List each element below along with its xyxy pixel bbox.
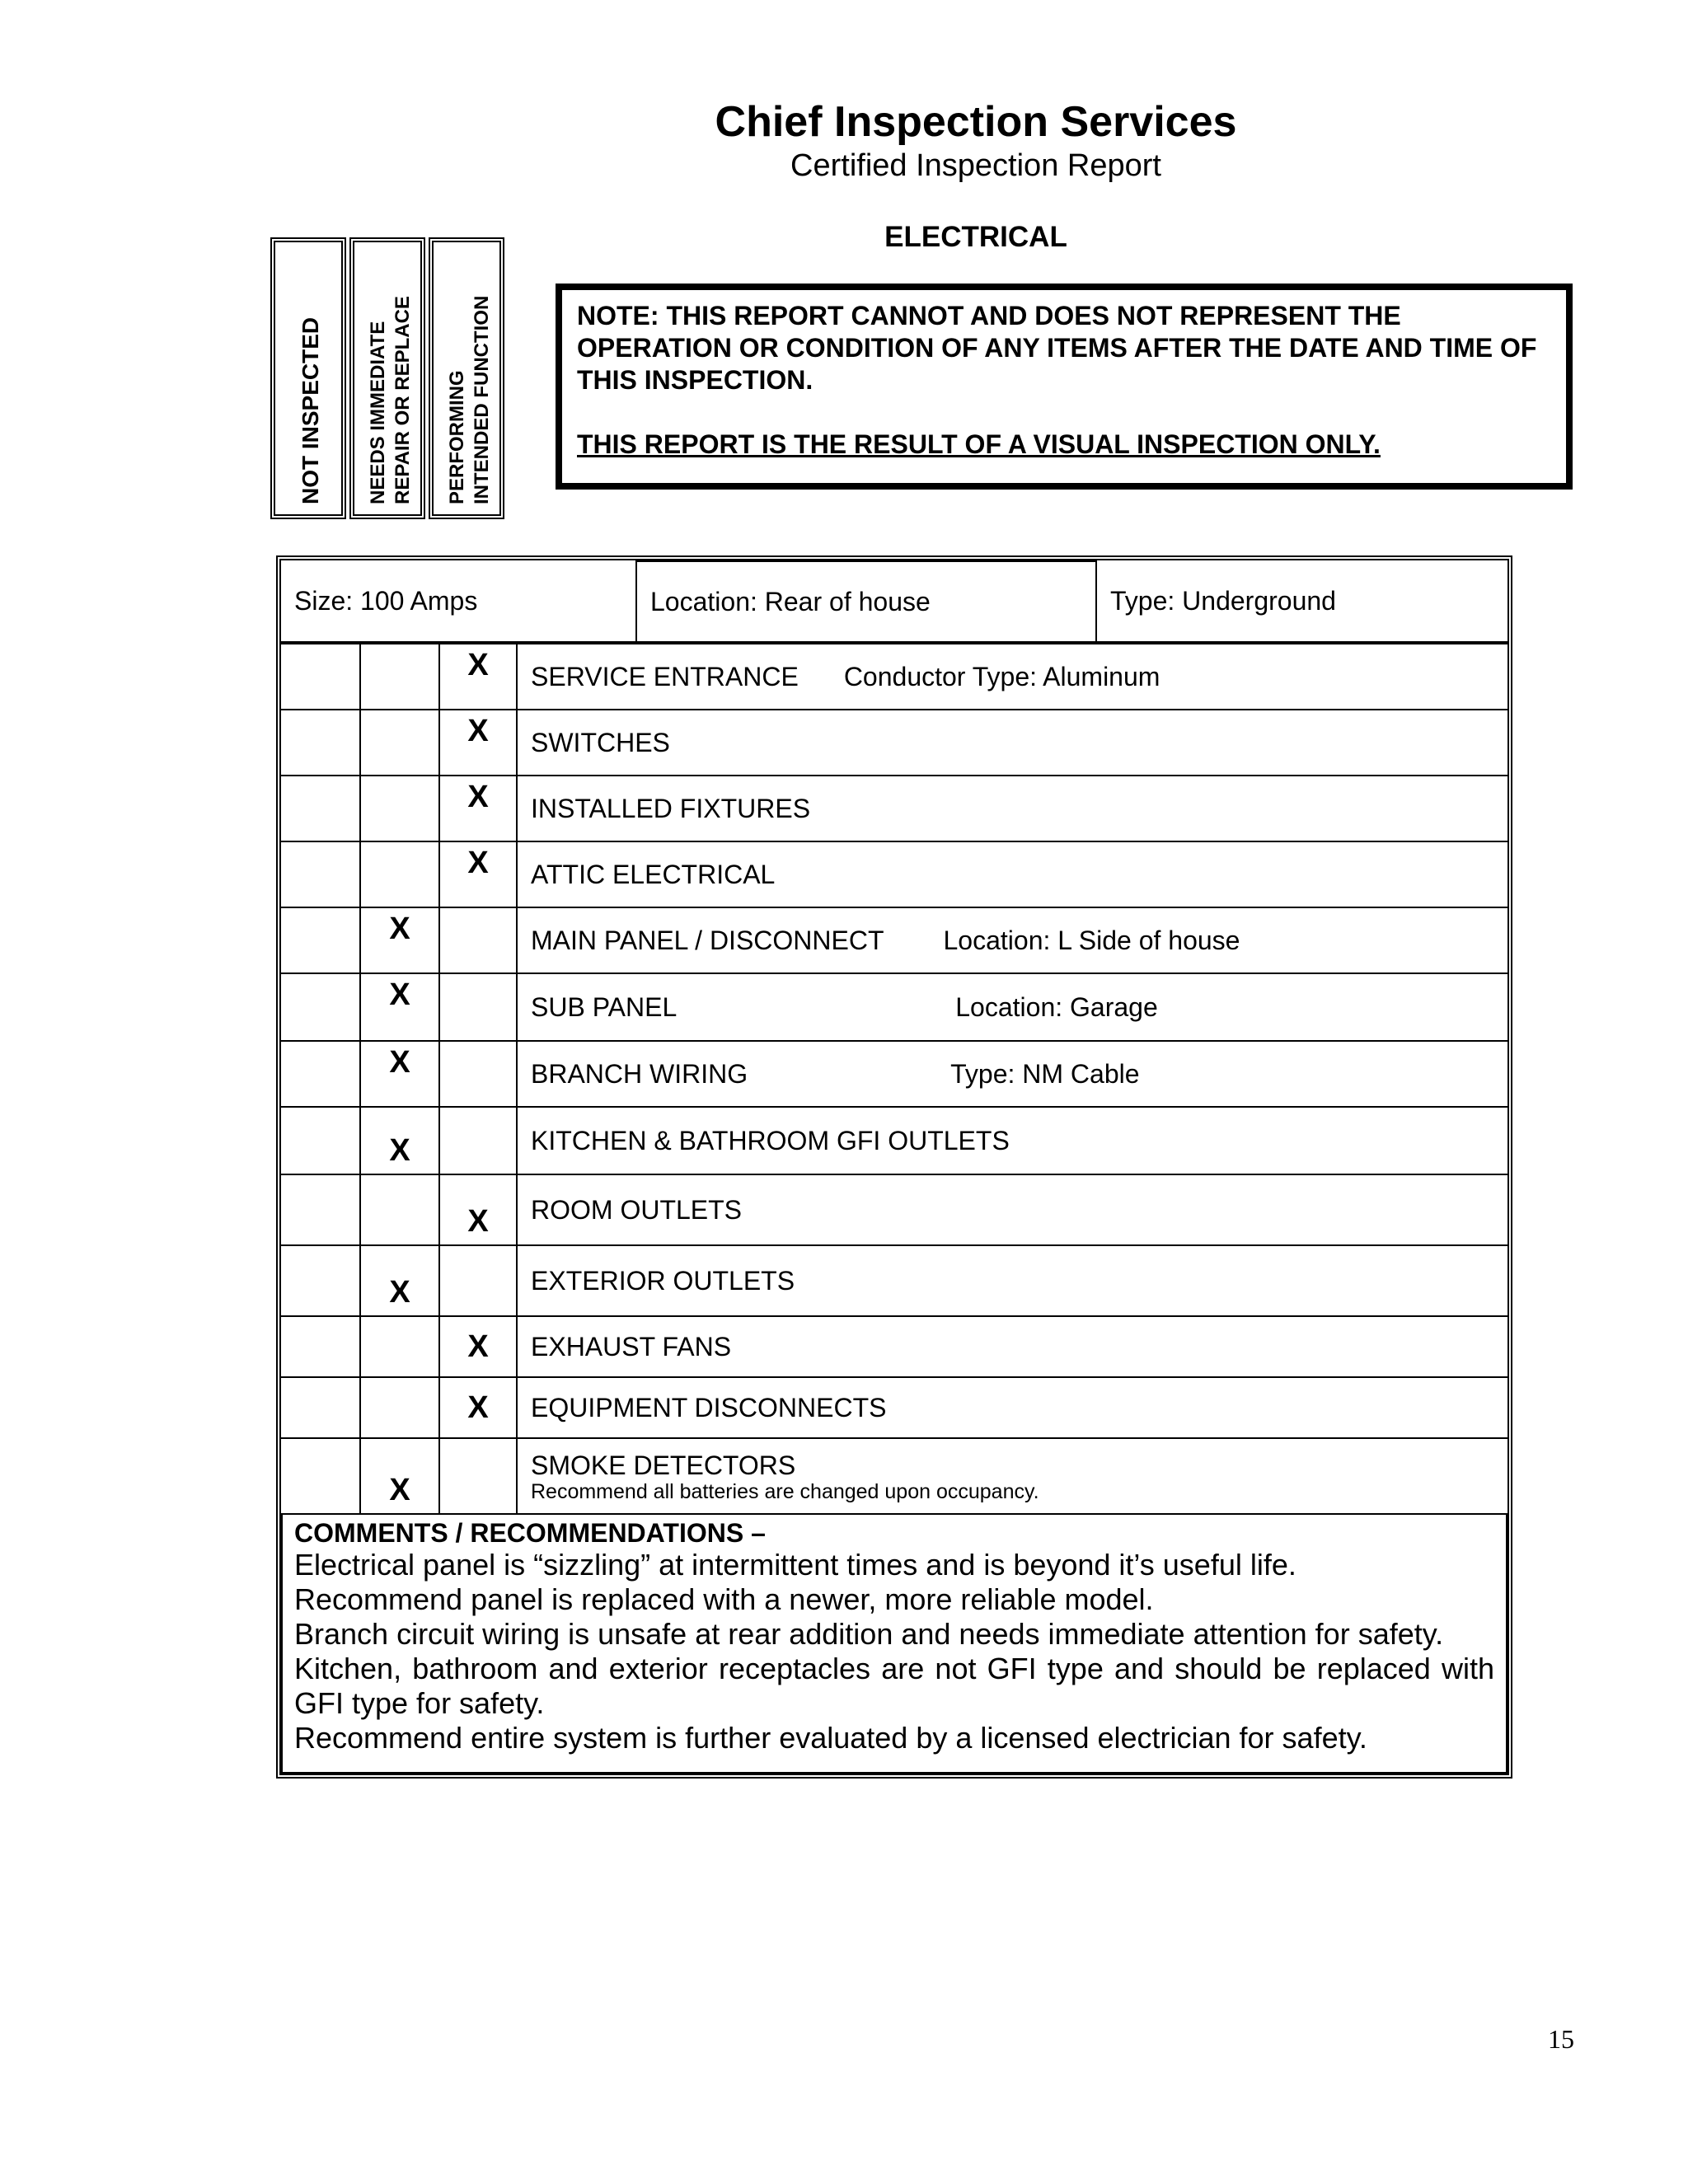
- legend-not-inspected-svg: [275, 242, 341, 514]
- item-row: [281, 907, 1507, 973]
- mark-nr: X: [360, 1245, 439, 1316]
- service-info-table: [281, 560, 1507, 643]
- note-box: [556, 284, 1573, 490]
- mark-nr: X: [360, 1438, 439, 1514]
- mark-pf: [439, 1041, 517, 1107]
- legend-performing-line2: INTENDED FUNCTION: [471, 295, 493, 504]
- item-label-cell: [517, 907, 1507, 973]
- item-row: [281, 1107, 1507, 1174]
- item-row: [281, 973, 1507, 1041]
- legend-not-inspected-text: NOT INSPECTED: [298, 316, 323, 504]
- comment-line: Kitchen, bathroom and exterior receptacles are not GFI type and should be replaced with GFI type for safety.: [294, 1652, 1494, 1720]
- item-row: [281, 776, 1507, 841]
- item-label: EXTERIOR OUTLETS: [531, 1265, 795, 1296]
- mark-ni: [281, 644, 360, 710]
- mark-pf: [439, 973, 517, 1041]
- mark-ni: [281, 776, 360, 841]
- item-label-cell: [517, 1174, 1507, 1245]
- mark-pf: X: [439, 1316, 517, 1377]
- item-label: BRANCH WIRING: [531, 1058, 748, 1089]
- mark-ni: [281, 1316, 360, 1377]
- mark-ni: [281, 1377, 360, 1438]
- mark-nr: [360, 644, 439, 710]
- company-name: Chief Inspection Services: [715, 98, 1237, 146]
- item-extra: Location: Garage: [955, 991, 1158, 1022]
- item-label-cell: [517, 1041, 1507, 1107]
- mark-pf: X: [439, 644, 517, 710]
- legend-needs-repair: [349, 237, 425, 519]
- mark-pf: [439, 907, 517, 973]
- item-label: SMOKE DETECTORS: [531, 1450, 796, 1480]
- item-row: [281, 1438, 1507, 1514]
- item-extra: Type: NM Cable: [950, 1058, 1140, 1089]
- mark-nr: [360, 1174, 439, 1245]
- mark-pf: X: [439, 841, 517, 907]
- mark-nr: X: [360, 973, 439, 1041]
- item-row: [281, 841, 1507, 907]
- legend-not-inspected: [270, 237, 346, 519]
- mark-pf: X: [439, 776, 517, 841]
- item-note: Recommend all batteries are changed upon occupancy.: [531, 1479, 1039, 1503]
- mark-pf: X: [439, 1174, 517, 1245]
- mark-ni: [281, 841, 360, 907]
- service-type: Type: Underground: [1096, 561, 1507, 642]
- page-number: 15: [1548, 2024, 1574, 2054]
- legend-performing-svg: [434, 242, 499, 514]
- mark-ni: [281, 710, 360, 776]
- mark-ni: [281, 1041, 360, 1107]
- mark-pf: X: [439, 1377, 517, 1438]
- item-row: [281, 1316, 1507, 1377]
- mark-pf: [439, 1438, 517, 1514]
- item-label-cell: [517, 1377, 1507, 1438]
- item-label: ATTIC ELECTRICAL: [531, 859, 776, 889]
- section-title: ELECTRICAL: [884, 221, 1067, 253]
- service-size: Size: 100 Amps: [281, 561, 636, 642]
- item-row: [281, 710, 1507, 776]
- item-row: [281, 1245, 1507, 1316]
- mark-pf: [439, 1107, 517, 1174]
- item-row: [281, 1041, 1507, 1107]
- report-subtitle: Certified Inspection Report: [790, 148, 1161, 183]
- item-label-cell: [517, 710, 1507, 776]
- mark-ni: [281, 1438, 360, 1514]
- mark-ni: [281, 1174, 360, 1245]
- mark-ni: [281, 1107, 360, 1174]
- item-row: [281, 1377, 1507, 1438]
- service-info-row: [281, 561, 1507, 642]
- comment-line: Branch circuit wiring is unsafe at rear addition and needs immediate attention for safety.: [294, 1617, 1444, 1651]
- legend-performing-line1: PERFORMING: [446, 370, 468, 504]
- mark-pf: [439, 1245, 517, 1316]
- legend-needs-repair-svg: [354, 242, 420, 514]
- mark-ni: [281, 1245, 360, 1316]
- item-label-cell: [517, 644, 1507, 710]
- item-label: ROOM OUTLETS: [531, 1194, 743, 1225]
- mark-nr: X: [360, 1107, 439, 1174]
- comments-lines: [294, 1548, 1494, 1755]
- item-label-cell: [517, 1107, 1507, 1174]
- mark-pf: X: [439, 710, 517, 776]
- mark-nr: [360, 1377, 439, 1438]
- item-label: SERVICE ENTRANCE: [531, 661, 799, 691]
- mark-ni: [281, 973, 360, 1041]
- note-visual-only: THIS REPORT IS THE RESULT OF A VISUAL INSPECTION ONLY.: [577, 429, 1381, 459]
- items-table: [281, 643, 1507, 1515]
- service-location: Location: Rear of house: [636, 561, 1096, 642]
- item-label: SUB PANEL: [531, 991, 678, 1022]
- item-row: [281, 644, 1507, 710]
- item-row: [281, 1174, 1507, 1245]
- item-label-cell: [517, 841, 1507, 907]
- mark-nr: X: [360, 1041, 439, 1107]
- comments-heading: COMMENTS / RECOMMENDATIONS –: [294, 1518, 766, 1548]
- mark-nr: [360, 841, 439, 907]
- item-label: KITCHEN & BATHROOM GFI OUTLETS: [531, 1125, 1010, 1155]
- legend-needs-line2: REPAIR OR REPLACE: [392, 296, 414, 504]
- mark-nr: [360, 776, 439, 841]
- comment-line: Recommend panel is replaced with a newer, more reliable model.: [294, 1582, 1154, 1616]
- item-extra: Conductor Type: Aluminum: [843, 661, 1160, 691]
- item-label: EQUIPMENT DISCONNECTS: [531, 1392, 887, 1422]
- inspection-table: [276, 555, 1512, 1779]
- mark-nr: X: [360, 907, 439, 973]
- mark-ni: [281, 907, 360, 973]
- comment-line: Electrical panel is “sizzling” at intermittent times and is beyond it’s useful life.: [294, 1548, 1296, 1582]
- mark-nr: [360, 1316, 439, 1377]
- comment-line: Recommend entire system is further evaluated by a licensed electrician for safety.: [294, 1721, 1367, 1755]
- item-label-cell: [517, 776, 1507, 841]
- item-label: SWITCHES: [531, 727, 670, 757]
- comments-section: [281, 1515, 1507, 1774]
- item-label: MAIN PANEL / DISCONNECT: [531, 925, 884, 955]
- legend-needs-line1: NEEDS IMMEDIATE: [367, 321, 389, 504]
- item-label: EXHAUST FANS: [531, 1331, 732, 1361]
- item-label-cell: [517, 973, 1507, 1041]
- item-extra: Location: L Side of house: [943, 925, 1240, 955]
- item-label-cell: [517, 1316, 1507, 1377]
- note-text: NOTE: THIS REPORT CANNOT AND DOES NOT REPRESENT THE OPERATION OR CONDITION OF ANY ITEMS AFTER THE DATE AND TIME OF THIS INSPECTION.: [577, 301, 1537, 395]
- item-label-cell: [517, 1245, 1507, 1316]
- item-label: INSTALLED FIXTURES: [531, 793, 811, 823]
- item-label-cell: [517, 1438, 1507, 1514]
- mark-nr: [360, 710, 439, 776]
- legend-performing: [429, 237, 504, 519]
